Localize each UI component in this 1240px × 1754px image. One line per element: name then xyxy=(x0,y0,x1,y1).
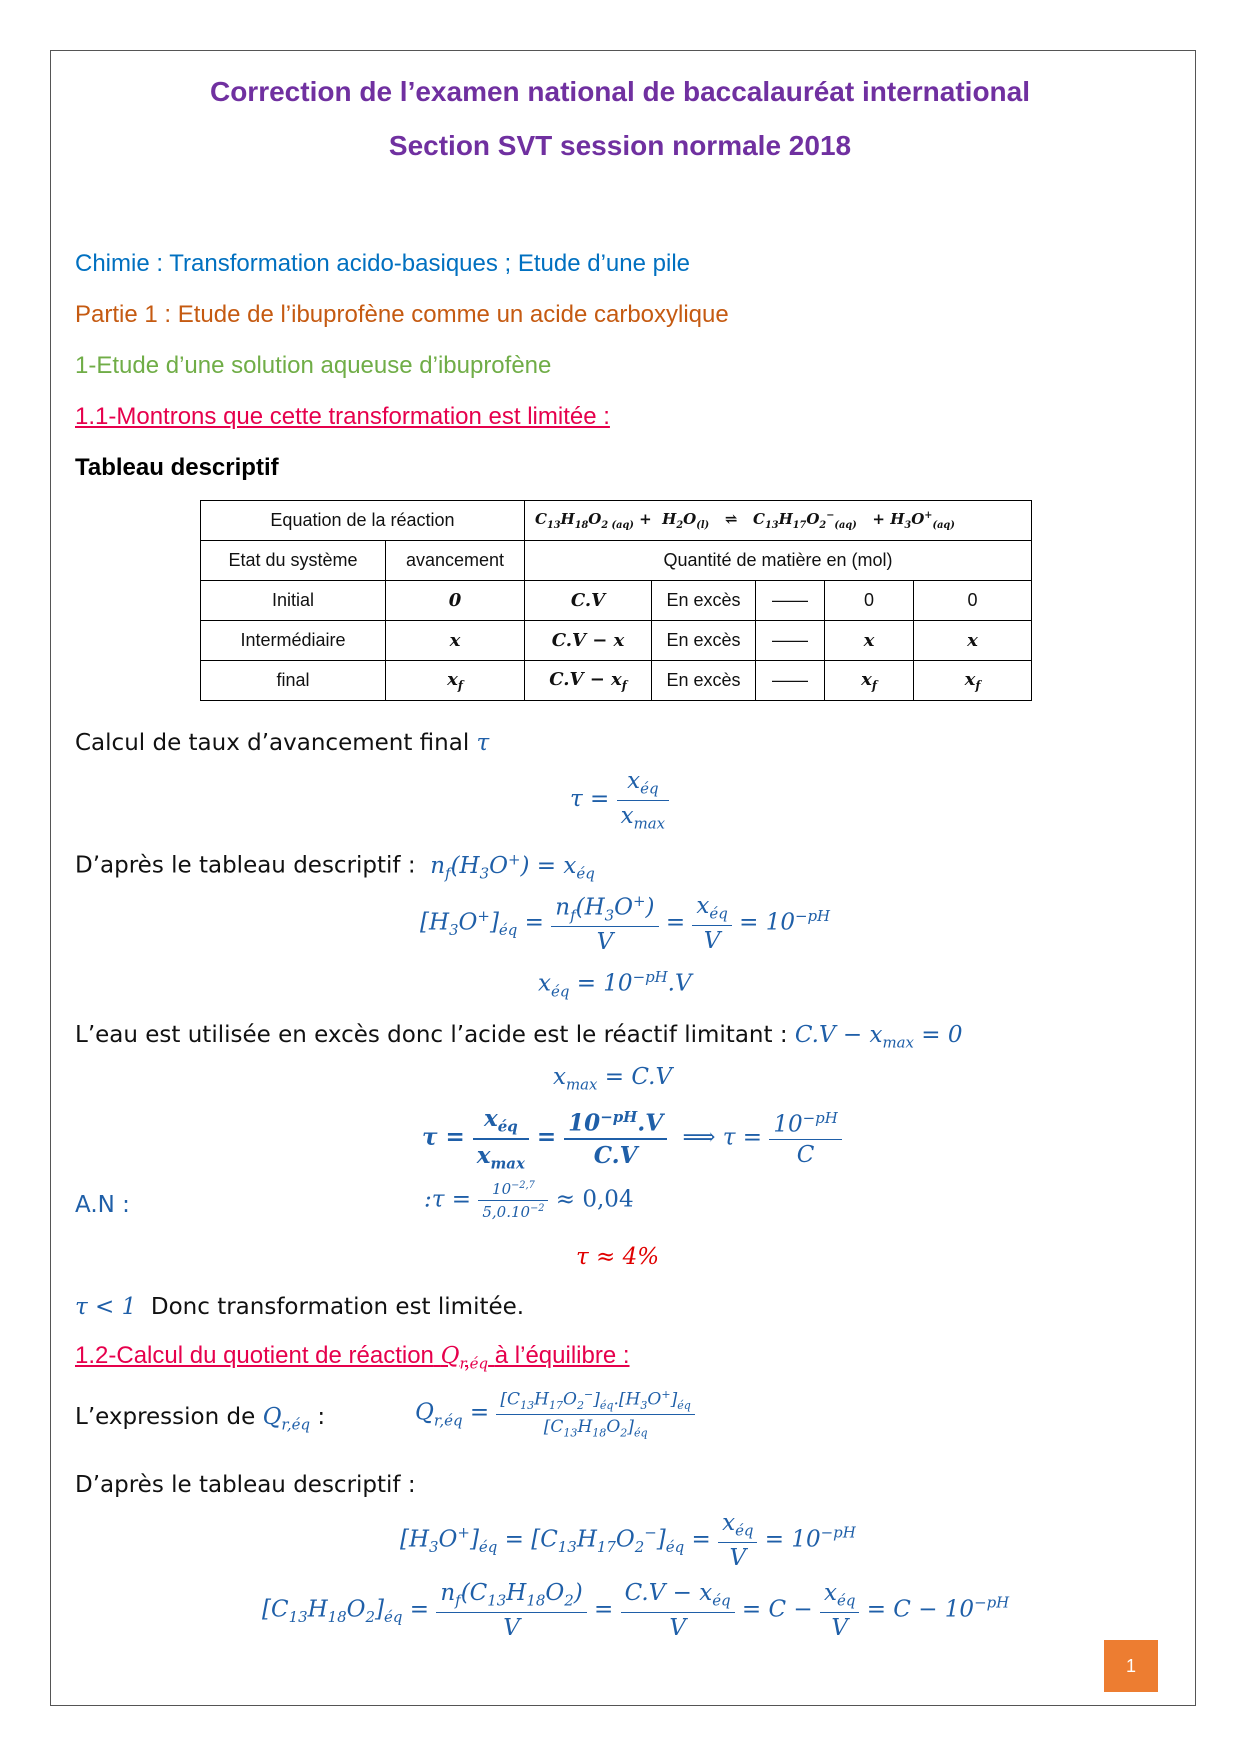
an-label: A.N : xyxy=(75,1192,130,1218)
etat-cell: Initial xyxy=(201,581,386,621)
quantite-label: Quantité de matière en (mol) xyxy=(525,541,1032,581)
calcul-taux-line: Calcul de taux d’avancement final τ xyxy=(75,730,490,756)
h3o-cell: $x_f$ xyxy=(914,661,1032,701)
page-number: 1 xyxy=(1104,1640,1158,1692)
etat-cell: Intermédiaire xyxy=(201,621,386,661)
acide-cell: C.V − x xyxy=(525,621,652,661)
formula-x-max: $x_{max} = C.V$ xyxy=(553,1064,673,1094)
dash-cell: —— xyxy=(756,661,825,701)
conclusion-text: Donc transformation est limitée. xyxy=(150,1294,525,1320)
formula-h3o-concentration: $[H_3O^+]_{éq}$ = $\frac{n_f(H_3O^+)}{V}$ = $\frac{x_{éq}}{V}$ = $10^{-pH}$ xyxy=(420,892,831,956)
eau-cell: En excès xyxy=(652,661,756,701)
q12-pre-text: 1.2-Calcul du quotient de réaction xyxy=(75,1342,434,1369)
expression-text: L’expression de xyxy=(75,1404,256,1430)
equation-label: Equation de la réaction xyxy=(201,501,525,541)
formula-tau-def: τ = $\frac{x_{éq}}{x_{max}}$ xyxy=(570,768,669,832)
base-cell: x xyxy=(825,621,914,661)
base-cell: 0 xyxy=(825,581,914,621)
avancement-cell: x xyxy=(386,621,525,661)
avancement-label: avancement xyxy=(386,541,525,581)
formula-tau-derivation: τ = $\frac{x_{éq}}{x_{max}}$ = $\frac{10^{-pH}.V}{C.V}$ ⟹ τ = $\frac{10^{-pH}}{C}$ xyxy=(422,1105,842,1172)
avancement-cell: 0 xyxy=(386,581,525,621)
etat-cell: final xyxy=(201,661,386,701)
table-row xyxy=(201,621,1032,661)
title-line-2: Section SVT session normale 2018 xyxy=(388,130,852,161)
eau-line: L’eau est utilisée en excès donc l’acide est le réactif limitant : $C.V - x_{max} = 0$ xyxy=(75,1022,963,1052)
heading-tableau: Tableau descriptif xyxy=(75,454,279,481)
heading-partie-1: Partie 1 : Etude de l’ibuprofène comme un acide carboxylique xyxy=(75,301,729,328)
table-row xyxy=(201,581,1032,621)
q12-post-text: à l’équilibre : xyxy=(494,1342,630,1369)
heading-question-1-1: 1.1-Montrons que cette transformation est limitée : xyxy=(75,403,610,430)
heading-section-1: 1-Etude d’une solution aqueuse d’ibuprofène xyxy=(75,352,552,379)
calcul-taux-text: Calcul de taux d’avancement final xyxy=(75,730,470,756)
h3o-cell: 0 xyxy=(914,581,1032,621)
dapres-line-2: D’après le tableau descriptif : xyxy=(75,1472,416,1498)
etat-label: Etat du système xyxy=(201,541,386,581)
formula-equilibrium-concentrations: $[H_3O^+]_{éq} = [C_{13}H_{17}O_2^-]_{éq}$ = $\frac{x_{éq}}{V}$ = $10^{-pH}$ xyxy=(400,1510,856,1571)
tau-result: τ ≈ 4% xyxy=(576,1244,660,1270)
dash-cell: —— xyxy=(756,581,825,621)
h3o-cell: x xyxy=(914,621,1032,661)
dash-cell: —— xyxy=(756,621,825,661)
formula-numeric-application: :τ = $\frac{10^{-2,7}}{5,0.10^{-2}}$ ≈ 0,04 xyxy=(424,1180,634,1221)
heading-question-1-2: 1.2-Calcul du quotient de réaction $Q_{r,éq}$ à l’équilibre : xyxy=(75,1342,630,1373)
reaction-equation: $C_{13}H_{18}O_{2 (aq)} + H_2O_{(l)}$ ⇌ $C_{13}H_{17}O_2^-_{(aq)} + H_3O^+_{(aq)}$ xyxy=(525,501,1032,541)
eau-cell: En excès xyxy=(652,581,756,621)
acide-cell: $C.V - x_f$ xyxy=(525,661,652,701)
conclusion-line: τ < 1 Donc transformation est limitée. xyxy=(75,1294,525,1320)
acide-cell: C.V xyxy=(525,581,652,621)
base-cell: $x_f$ xyxy=(825,661,914,701)
formula-qr-expression: $Q_{r,éq}$ = $\frac{[C_{13}H_{17}O_2^-]_{éq}.[H_3O^+]_{éq}}{[C_{13}H_{18}O_2]_{éq}}$ xyxy=(415,1388,695,1439)
formula-x-eq: $x_{éq} = 10^{-pH}.V$ xyxy=(538,968,692,1001)
dapres-line-1: D’après le tableau descriptif : $n_f(H_3O^+) = x_{éq}$ xyxy=(75,850,595,883)
title-line-1: Correction de l’examen national de baccalauréat international xyxy=(209,76,1030,107)
table-row xyxy=(201,661,1032,701)
formula-acid-concentration: $[C_{13}H_{18}O_2]_{éq}$ = $\frac{n_f(C_{13}H_{18}O_2)}{V}$ = $\frac{C.V - x_{éq}}{V}$ = C − $\frac{x_{éq}}{V}$ = $C - 10^{-pH}$ xyxy=(262,1580,1010,1641)
avancement-cell: $x_f$ xyxy=(386,661,525,701)
approx-value: ≈ 0,04 xyxy=(555,1186,634,1213)
heading-chimie: Chimie : Transformation acido-basiques ; Etude d’une pile xyxy=(75,250,690,277)
tableau-descriptif xyxy=(200,500,1032,701)
eau-text: L’eau est utilisée en excès donc l’acide est le réactif limitant : xyxy=(75,1022,788,1048)
eau-cell: En excès xyxy=(652,621,756,661)
expression-line: L’expression de $Q_{r,éq}$ : xyxy=(75,1404,326,1434)
dapres-text-1: D’après le tableau descriptif : xyxy=(75,852,416,879)
